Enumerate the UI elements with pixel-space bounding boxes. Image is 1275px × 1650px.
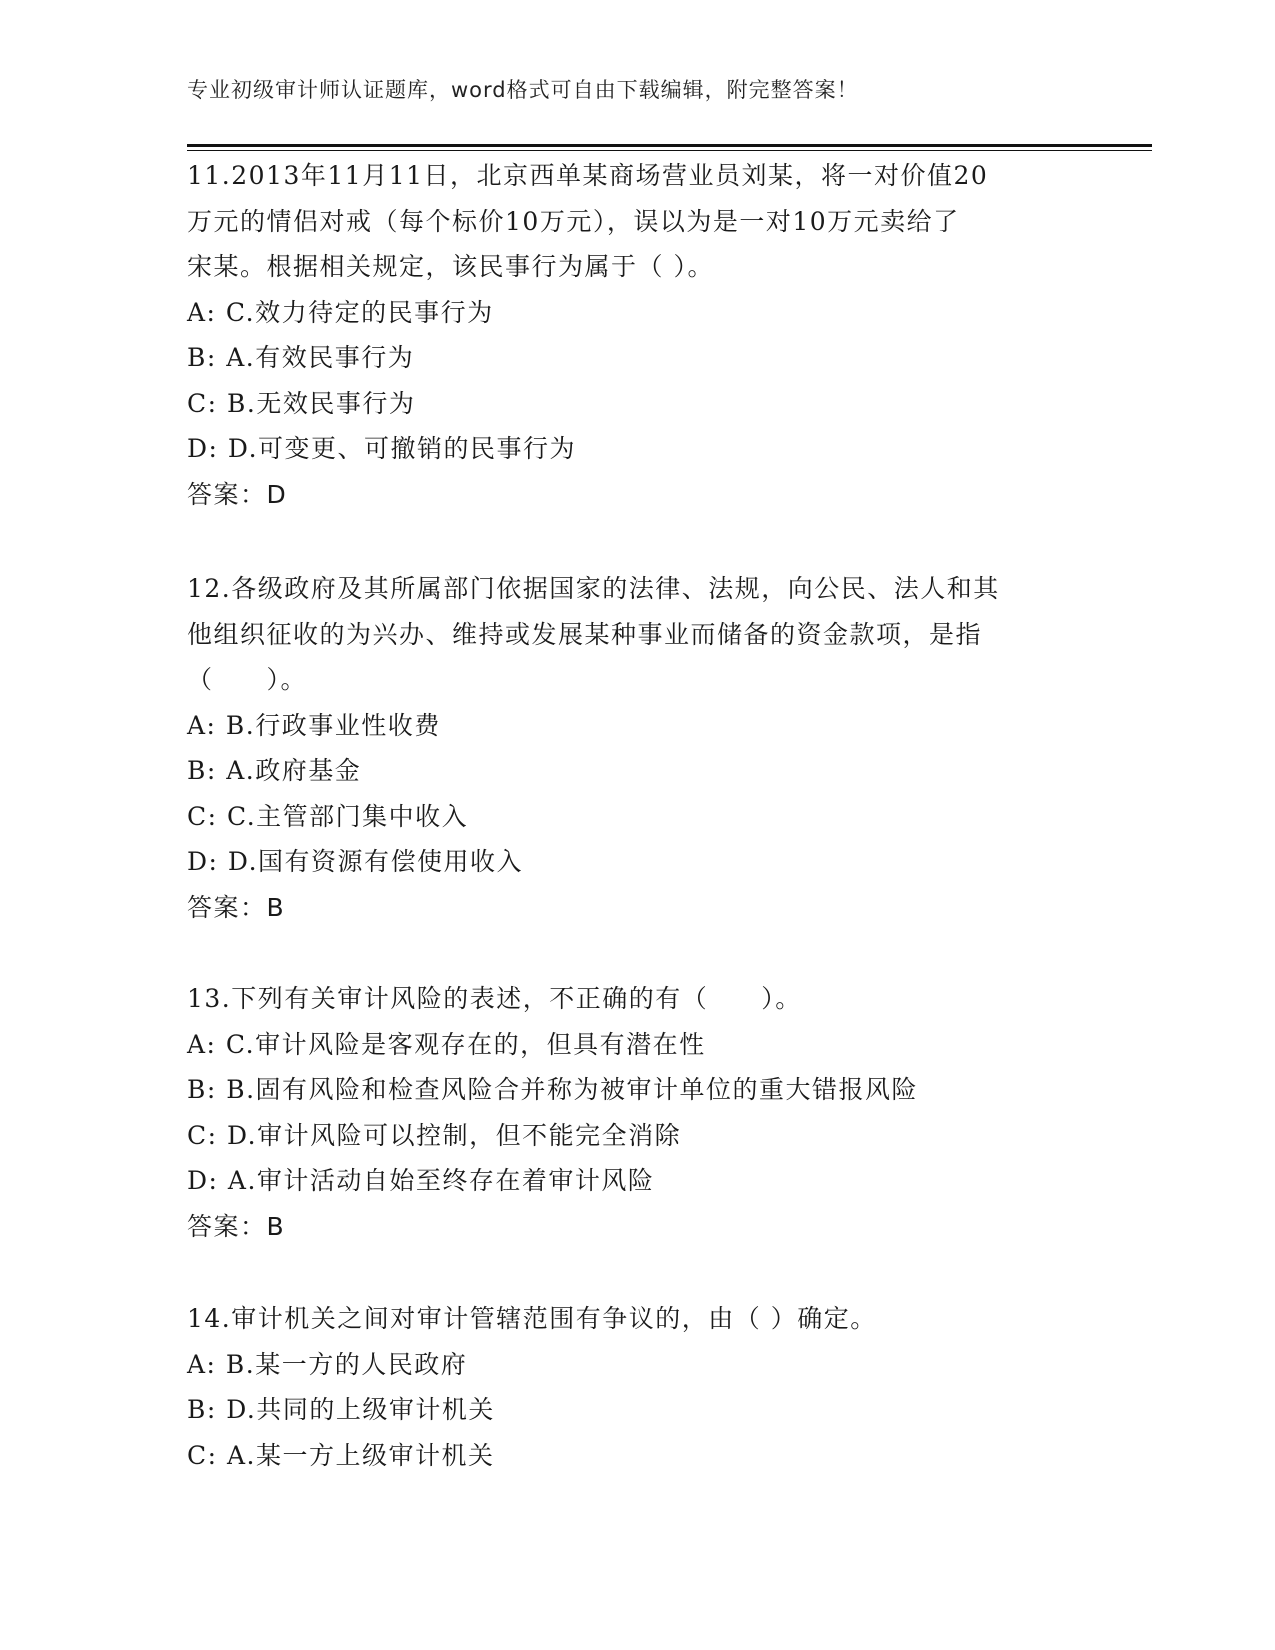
option-a: A: C.审计风险是客观存在的，但具有潜在性 (187, 1029, 706, 1059)
option-b: B: A.有效民事行为 (187, 343, 415, 372)
option-b: B: A.政府基金 (187, 756, 362, 785)
answer-line: 答案：B (187, 892, 286, 922)
option-c: C: C.主管部门集中收入 (187, 801, 469, 831)
question-stem-line: 他组织征收的为兴办、维持或发展某种事业而储备的资金款项，是指 (187, 619, 983, 649)
option-d: D: A.审计活动自始至终存在着审计风险 (187, 1166, 655, 1195)
question-stem-line: 14.审计机关之间对审计管辖范围有争议的，由（ ）确定。 (187, 1304, 877, 1333)
option-c: C: A.某一方上级审计机关 (187, 1440, 495, 1470)
question-12 (187, 566, 1087, 930)
question-stem-line: （ ）。 (187, 665, 308, 694)
option-b: B: D.共同的上级审计机关 (187, 1395, 495, 1424)
option-b: B: B.固有风险和检查风险合并称为被审计单位的重大错报风险 (187, 1075, 919, 1104)
answer-line: 答案：B (187, 1211, 286, 1241)
answer-line: 答案：D (187, 479, 288, 509)
question-stem-line: 11.2013年11月11日，北京西单某商场营业员刘某，将一对价值20 (187, 161, 989, 190)
option-d: D: D.国有资源有偿使用收入 (187, 847, 524, 876)
question-stem-line: 宋某。根据相关规定，该民事行为属于（ ）。 (187, 252, 714, 281)
option-c: C: B.无效民事行为 (187, 388, 416, 418)
question-stem-line: 13.下列有关审计风险的表述，不正确的有（ ）。 (187, 984, 802, 1013)
option-c: C: D.审计风险可以控制，但不能完全消除 (187, 1120, 682, 1150)
question-13 (187, 976, 1087, 1249)
question-11 (187, 153, 1087, 517)
header-rule-thick (187, 144, 1152, 147)
header-rule-thin (187, 150, 1152, 151)
option-a: A: B.某一方的人民政府 (187, 1349, 468, 1379)
page-header: 专业初级审计师认证题库，word格式可自由下载编辑，附完整答案！ (187, 78, 859, 102)
question-stem-line: 万元的情侣对戒（每个标价10万元），误以为是一对10万元卖给了 (187, 206, 960, 236)
question-14 (187, 1296, 1087, 1478)
question-stem-line: 12.各级政府及其所属部门依据国家的法律、法规，向公民、法人和其 (187, 574, 1000, 603)
option-a: A: B.行政事业性收费 (187, 710, 441, 740)
option-d: D: D.可变更、可撤销的民事行为 (187, 434, 577, 463)
option-a: A: C.效力待定的民事行为 (187, 297, 494, 327)
